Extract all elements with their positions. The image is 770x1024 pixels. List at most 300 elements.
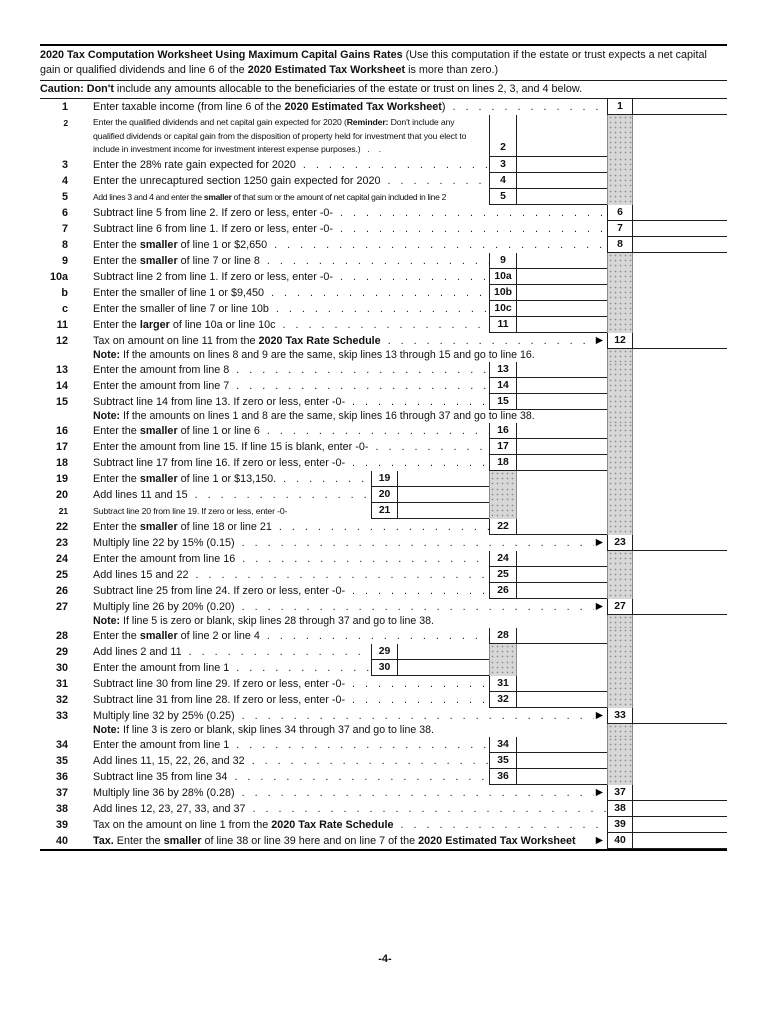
line-number-box-value: 2 [500, 142, 506, 153]
worksheet-row-37 [40, 785, 727, 801]
text-segment: Enter the [93, 521, 140, 533]
empty-cell [633, 189, 727, 205]
line-text [68, 410, 607, 423]
amount-entry [633, 99, 727, 115]
line-number-label: 32 [55, 694, 68, 706]
line-number-box-value: 18 [497, 457, 509, 468]
arrow-right-icon: ▶ [595, 537, 603, 548]
line-text-segments [93, 99, 446, 115]
shaded-cell [607, 567, 633, 583]
amount-entry [517, 285, 607, 301]
line-number-box-value: 10b [494, 287, 512, 298]
text-segment: of line 2 or line 4 [177, 630, 260, 642]
worksheet-row-10c [40, 301, 727, 317]
line-number-box [607, 833, 633, 849]
line-number-box-value: 34 [497, 739, 509, 750]
shaded-cell [607, 157, 633, 173]
text-segment: Subtract line 17 from line 16. If zero or less, enter -0- [93, 457, 346, 469]
line-number-box-value: 9 [500, 255, 506, 266]
line-number-box [489, 394, 517, 410]
line-number-box [489, 317, 517, 333]
line-number-label: 25 [55, 569, 68, 581]
line-number-box [489, 378, 517, 394]
text-bold-segment: Note: [93, 349, 121, 361]
worksheet-row-35 [40, 753, 727, 769]
line-number-box [371, 503, 398, 519]
text-segment: Enter the amount from line 7 [93, 380, 230, 392]
worksheet-row-19 [40, 471, 727, 487]
worksheet-row-6 [40, 205, 727, 221]
shaded-cell [607, 628, 633, 644]
dot-leader [381, 173, 489, 189]
worksheet-row-17 [40, 439, 727, 455]
line-text [68, 708, 607, 724]
worksheet-row-8 [40, 237, 727, 253]
line-text [68, 269, 489, 285]
text-segment: Enter the [93, 255, 140, 267]
line-number-label: 7 [61, 223, 68, 235]
worksheet-row-5 [40, 189, 727, 205]
worksheet-row-33 [40, 708, 727, 724]
line-text [68, 583, 489, 599]
worksheet-row-39 [40, 817, 727, 833]
line-number-box-value: 28 [497, 630, 509, 641]
empty-cell [633, 644, 727, 660]
worksheet-rows [40, 99, 727, 851]
shaded-cell [607, 394, 633, 410]
line-number-label: 6 [61, 207, 68, 219]
line-number-box [489, 583, 517, 599]
line-number-box-value: 39 [614, 819, 626, 830]
worksheet-row-36 [40, 769, 727, 785]
line-text-segments [93, 317, 275, 333]
text-bold-segment: 2020 Estimated Tax Worksheet [284, 101, 442, 113]
line-number-label: 19 [55, 473, 68, 485]
dot-leader [296, 157, 489, 173]
amount-entry [517, 628, 607, 644]
dot-leader [276, 471, 371, 487]
amount-entry [517, 362, 607, 378]
line-number-label: 39 [55, 819, 68, 831]
shaded-cell [607, 349, 633, 362]
amount-entry [517, 567, 607, 583]
shaded-cell [489, 487, 517, 503]
line-number-box [489, 423, 517, 439]
text-segment: Subtract line 25 from line 24. If zero or less, enter -0- [93, 585, 346, 597]
text-segment: Enter the [113, 835, 164, 847]
text-segment: Multiply line 22 by 15% (0.15) [93, 537, 235, 549]
title-bold-worksheet-ref: 2020 Estimated Tax Worksheet [247, 64, 406, 76]
line-text [68, 519, 489, 535]
worksheet-sheet [40, 44, 727, 851]
dot-leader [245, 753, 489, 769]
line-number-box [489, 439, 517, 455]
dot-leader [235, 535, 594, 551]
line-text-segments [93, 157, 296, 173]
shaded-cell [607, 519, 633, 535]
empty-cell [633, 724, 727, 737]
line-number-box-value: 37 [614, 787, 626, 798]
line-number-label: b [61, 287, 68, 299]
worksheet-row-24 [40, 551, 727, 567]
line-number-box [489, 455, 517, 471]
empty-cell [633, 394, 727, 410]
empty-cell [633, 676, 727, 692]
amount-entry [398, 471, 489, 487]
line-number-label: 29 [55, 646, 68, 658]
line-number-box [489, 253, 517, 269]
line-text-segments [93, 599, 235, 615]
text-segment: ) [441, 101, 446, 113]
line-number-box-value: 16 [497, 425, 509, 436]
line-number-label: 11 [56, 319, 68, 331]
text-segment: Multiply line 32 by 25% (0.25) [93, 710, 235, 722]
empty-cell [633, 253, 727, 269]
arrow-right-icon: ▶ [595, 601, 603, 612]
shaded-cell [607, 644, 633, 660]
worksheet-row-10b [40, 285, 727, 301]
line-text [68, 423, 489, 439]
empty-cell [517, 503, 607, 519]
empty-cell [633, 378, 727, 394]
worksheet-row-26 [40, 583, 727, 599]
line-text [68, 737, 489, 753]
line-number-label: 2 [63, 118, 68, 128]
amount-entry [517, 394, 607, 410]
amount-entry [517, 378, 607, 394]
text-segment: If line 5 is zero or blank, skip lines 28 through 37 and go to line 38. [120, 615, 434, 627]
text-segment: of line 1 or $13,150. [177, 473, 277, 485]
shaded-cell [607, 317, 633, 333]
line-number-label: 21 [58, 506, 68, 516]
shaded-cell [607, 724, 633, 737]
amount-entry [398, 660, 489, 676]
line-number-label: 1 [61, 101, 68, 113]
empty-cell [633, 769, 727, 785]
text-segment: Enter the qualified dividends and net capital gain expected for 2020 ( [93, 117, 347, 127]
line-text [68, 317, 489, 333]
dot-leader [275, 317, 489, 333]
empty-cell [517, 487, 607, 503]
amount-entry [398, 503, 489, 519]
dot-leader [345, 692, 489, 708]
line-text-segments [93, 519, 272, 535]
line-text [68, 189, 489, 205]
worksheet-row-4 [40, 173, 727, 189]
text-segment: Enter the [93, 473, 140, 485]
worksheet-row-11 [40, 317, 727, 333]
line-text [68, 551, 489, 567]
empty-cell [633, 317, 727, 333]
empty-cell [633, 503, 727, 519]
line-number-box-value: 23 [614, 537, 626, 548]
empty-cell [633, 660, 727, 676]
shaded-cell [607, 583, 633, 599]
line-number-box-value: 33 [614, 710, 626, 721]
amount-entry [633, 237, 727, 253]
line-number-label [40, 410, 68, 423]
text-segment: Multiply line 26 by 20% (0.20) [93, 601, 235, 613]
line-number-box [489, 157, 517, 173]
empty-cell [517, 660, 607, 676]
line-number-box [607, 333, 633, 349]
amount-entry [517, 519, 607, 535]
line-text [68, 833, 607, 849]
line-number-box [489, 519, 517, 535]
line-text-segments [93, 205, 333, 221]
line-number-box [371, 644, 398, 660]
line-number-box-value: 6 [617, 207, 623, 218]
text-bold-segment: smaller [163, 835, 202, 847]
line-number-box-value: 38 [614, 803, 626, 814]
line-number-box-value: 20 [378, 489, 391, 500]
amount-entry [517, 301, 607, 317]
empty-cell [633, 519, 727, 535]
line-number-label: 34 [55, 739, 68, 751]
line-text [68, 285, 489, 301]
empty-cell [633, 583, 727, 599]
text-segment: Subtract line 35 from line 34 [93, 771, 228, 783]
dot-leader [394, 817, 608, 833]
line-number-box-value: 3 [500, 159, 506, 170]
line-number-box-value: 10c [494, 303, 512, 314]
line-number-box [607, 99, 633, 115]
line-number-label: 22 [55, 521, 68, 533]
text-bold-segment: smaller [139, 473, 178, 485]
line-number-box [489, 189, 517, 205]
line-number-label: c [61, 303, 68, 315]
line-text-segments [93, 117, 466, 154]
line-number-box [489, 115, 517, 157]
shaded-cell [607, 189, 633, 205]
line-text-segments [93, 237, 267, 253]
amount-entry [517, 173, 607, 189]
line-text-segments [93, 487, 188, 503]
line-number-box-value: 15 [497, 396, 509, 407]
line-text [68, 724, 607, 737]
line-text-segments [93, 285, 264, 301]
text-segment: Subtract line 31 from line 28. If zero or less, enter -0- [93, 694, 346, 706]
worksheet-row-14 [40, 378, 727, 394]
line-text [68, 487, 371, 503]
shaded-cell [607, 115, 633, 157]
text-segment: Enter the [93, 319, 140, 331]
text-segment: Enter the smaller of line 1 or $9,450 [93, 287, 265, 299]
line-number-box-value: 40 [614, 835, 626, 846]
text-segment: If the amounts on lines 1 and 8 are the same, skip lines 16 through 37 and go to line 38. [120, 410, 535, 422]
line-number-box-value: 8 [617, 239, 623, 250]
text-bold-segment: Note: [93, 724, 121, 736]
text-segment: Enter the [93, 239, 140, 251]
text-segment: Enter taxable income (from line 6 of the [93, 101, 285, 113]
line-number-box [371, 487, 398, 503]
text-segment: Subtract line 5 from line 2. If zero or less, enter -0- [93, 207, 334, 219]
line-text-segments [93, 301, 269, 317]
line-number-box-value: 21 [378, 505, 391, 516]
dot-leader [235, 551, 489, 567]
amount-entry [517, 423, 607, 439]
shaded-cell [607, 269, 633, 285]
text-segment: Enter the unrecaptured section 1250 gain expected for 2020 [93, 175, 381, 187]
line-text-segments [93, 189, 446, 205]
dot-leader [229, 378, 489, 394]
line-text-segments [93, 708, 235, 724]
line-number-label: 27 [55, 601, 68, 613]
worksheet-row-15 [40, 394, 727, 410]
text-segment: Enter the [93, 425, 140, 437]
line-text [68, 378, 489, 394]
line-number-box [607, 801, 633, 817]
worksheet-row-13 [40, 362, 727, 378]
arrow-right-icon: ▶ [595, 835, 603, 846]
page-number: -4- [378, 953, 392, 965]
text-segment: Enter the smaller of line 7 or line 10b [93, 303, 269, 315]
shaded-cell [607, 455, 633, 471]
text-segment: Subtract line 2 from line 1. If zero or less, enter -0- [93, 271, 334, 283]
amount-entry [517, 583, 607, 599]
dot-leader [229, 737, 489, 753]
line-number-box [489, 551, 517, 567]
dot-leader [264, 285, 489, 301]
empty-cell [633, 157, 727, 173]
line-number-box [607, 817, 633, 833]
worksheet-row-25 [40, 567, 727, 583]
note-row [40, 349, 727, 362]
spacer [576, 833, 594, 849]
text-segment: Enter the amount from line 1 [93, 739, 230, 751]
empty-cell [633, 423, 727, 439]
line-text [68, 599, 607, 615]
line-number-label: 30 [55, 662, 68, 674]
line-number-box [489, 692, 517, 708]
line-number-label: 38 [55, 803, 68, 815]
worksheet-row-2 [40, 115, 727, 157]
line-number-box-value: 25 [497, 569, 509, 580]
line-number-label: 12 [55, 335, 68, 347]
text-bold-segment: smaller [139, 521, 178, 533]
amount-entry [398, 644, 489, 660]
shaded-cell [607, 253, 633, 269]
shaded-cell [607, 378, 633, 394]
shaded-cell [607, 301, 633, 317]
line-text-segments [93, 378, 229, 394]
shaded-cell [607, 471, 633, 487]
text-segment: of line 7 or line 8 [177, 255, 260, 267]
empty-cell [633, 455, 727, 471]
line-number-box [489, 269, 517, 285]
line-text [68, 301, 489, 317]
empty-cell [633, 269, 727, 285]
line-number-box-value: 5 [500, 191, 506, 202]
line-number-box-value: 1 [617, 101, 623, 112]
text-bold-segment: Tax. [93, 835, 114, 847]
worksheet-row-38 [40, 801, 727, 817]
caution-note [40, 81, 727, 99]
amount-entry [633, 599, 727, 615]
shaded-cell [607, 551, 633, 567]
text-segment: Add lines 15 and 22 [93, 569, 189, 581]
text-segment: Subtract line 20 from line 19. If zero or less, enter -0- [93, 506, 288, 516]
line-text-segments [93, 660, 229, 676]
shaded-cell [607, 615, 633, 628]
text-segment: Enter the amount from line 15. If line 15 is blank, enter -0- [93, 441, 369, 453]
line-number-label: 4 [61, 175, 68, 187]
line-number-box [607, 535, 633, 551]
line-number-box-value: 4 [500, 175, 506, 186]
line-text [68, 535, 607, 551]
worksheet-row-29 [40, 644, 727, 660]
line-text-segments [93, 785, 235, 801]
line-text [68, 615, 607, 628]
empty-cell [633, 628, 727, 644]
amount-entry [517, 115, 607, 157]
empty-cell [633, 692, 727, 708]
line-text-segments [93, 423, 260, 439]
line-number-box [489, 737, 517, 753]
arrow-right-icon: ▶ [595, 787, 603, 798]
amount-entry [517, 269, 607, 285]
amount-entry [517, 737, 607, 753]
line-text-segments [93, 503, 287, 519]
line-text-segments [93, 692, 345, 708]
amount-entry [517, 253, 607, 269]
amount-entry [517, 753, 607, 769]
shaded-cell [607, 439, 633, 455]
shaded-cell [489, 644, 517, 660]
line-text [68, 362, 489, 378]
text-bold-segment: Note: [93, 410, 121, 422]
line-text-segments [93, 769, 227, 785]
amount-entry [517, 455, 607, 471]
empty-cell [633, 439, 727, 455]
text-bold-segment: 2020 Estimated Tax Worksheet [418, 835, 576, 847]
worksheet-row-18 [40, 455, 727, 471]
text-segment: Don't include any qualified dividends or capital gain from the disposition of property held for investment that you elect to include in investment income for investment interest expense purposes.) . . [93, 117, 467, 154]
shaded-cell [607, 753, 633, 769]
worksheet-row-10a [40, 269, 727, 285]
line-number-box-value: 24 [497, 553, 509, 564]
worksheet-row-34 [40, 737, 727, 753]
empty-cell [633, 362, 727, 378]
text-bold-segment: 2020 Tax Rate Schedule [258, 335, 381, 347]
text-segment: Enter the 28% rate gain expected for 2020 [93, 159, 296, 171]
line-number-box [489, 362, 517, 378]
line-number-box [489, 769, 517, 785]
line-number-label: 23 [55, 537, 68, 549]
line-text [68, 349, 607, 362]
empty-cell [633, 173, 727, 189]
amount-entry [633, 785, 727, 801]
line-text-segments [93, 583, 345, 599]
line-number-box [607, 785, 633, 801]
line-text [68, 333, 607, 349]
line-text [68, 439, 489, 455]
line-text [68, 503, 371, 519]
worksheet-row-20 [40, 487, 727, 503]
dot-leader [272, 519, 489, 535]
shaded-cell [607, 660, 633, 676]
line-number-label [40, 615, 68, 628]
line-number-label: 40 [55, 835, 68, 847]
text-bold-segment: smaller [139, 255, 178, 267]
text-segment: Tax on the amount on line 1 from the [93, 819, 272, 831]
text-segment: of line 18 or line 21 [177, 521, 272, 533]
line-number-box [489, 301, 517, 317]
shaded-cell [489, 471, 517, 487]
shaded-cell [607, 692, 633, 708]
worksheet-row-16 [40, 423, 727, 439]
worksheet-row-7 [40, 221, 727, 237]
